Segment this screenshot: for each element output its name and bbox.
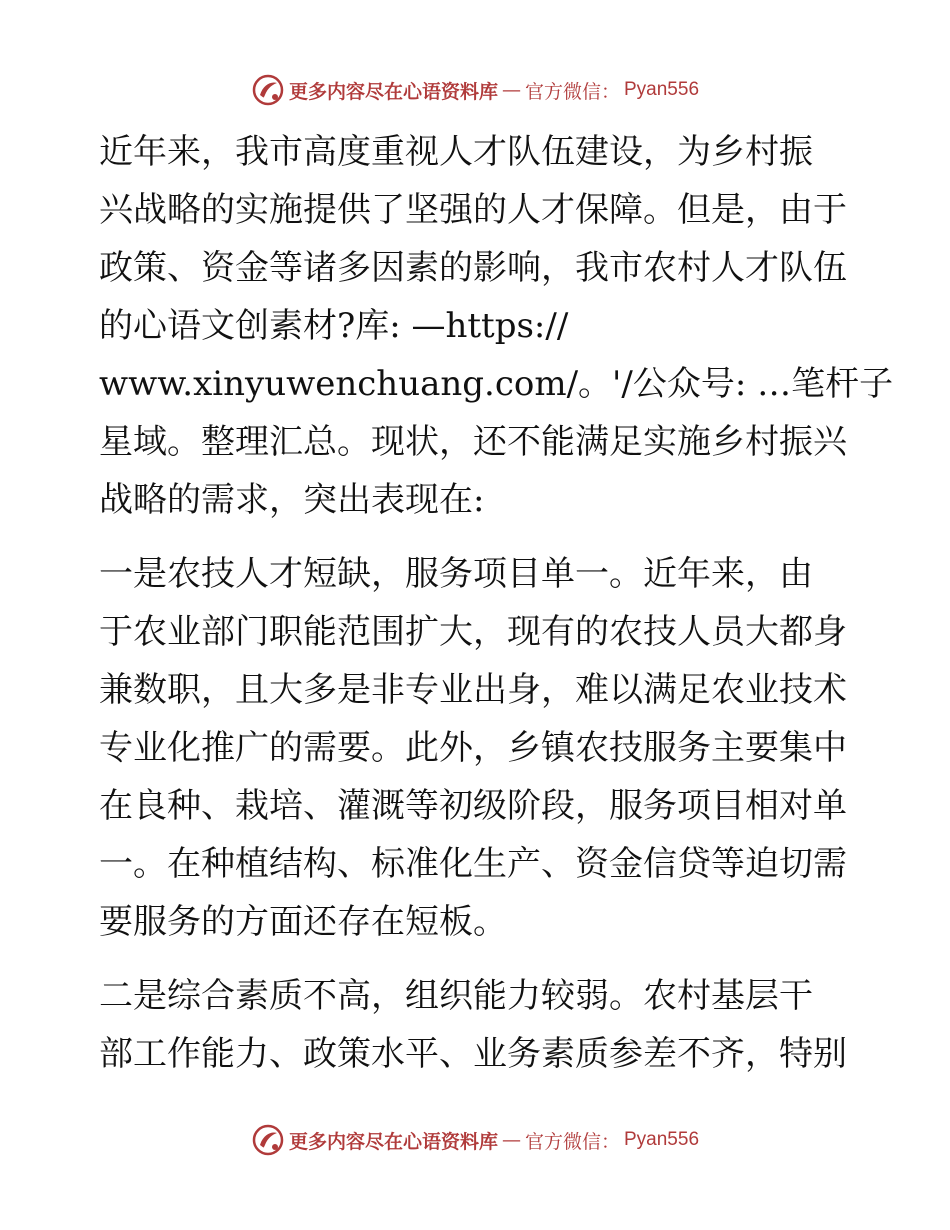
text-line: www.xinyuwenchuang.com/。'/公众号: …笔杆子	[99, 364, 894, 404]
paragraph-2	[99, 545, 859, 951]
banner-wechat-label: 官方微信：	[524, 1130, 620, 1153]
text-line: 部工作能力、政策水平、业务素质参差不齐，特别	[99, 1034, 847, 1074]
text-line: 星域。整理汇总。现状，还不能满足实施乡村振兴	[99, 422, 847, 462]
text-line: 兼数职，且大多是非专业出身，难以满足农业技术	[99, 670, 847, 710]
text-line: 政策、资金等诸多因素的影响，我市农村人才队伍	[99, 248, 847, 288]
header-banner	[0, 70, 950, 110]
footer-banner	[0, 1120, 950, 1160]
banner-title: 更多内容尽在心语资料库	[288, 1130, 498, 1153]
text-line: 的心语文创素材?库: —https://	[99, 306, 569, 346]
paragraph-3	[99, 967, 859, 1083]
text-line: 专业化推广的需要。此外，乡镇农技服务主要集中	[99, 728, 847, 768]
text-line: 战略的需求，突出表现在:	[99, 480, 485, 520]
banner-dash: —	[501, 1129, 521, 1151]
banner-wechat-id: Pyan556	[624, 1129, 700, 1150]
brand-logo-icon	[251, 73, 285, 107]
banner-wechat-id: Pyan556	[624, 79, 700, 100]
paragraph-spacer	[99, 951, 859, 967]
banner-title: 更多内容尽在心语资料库	[288, 80, 498, 103]
text-line: 一。在种植结构、标准化生产、资金信贷等迫切需	[99, 844, 847, 884]
text-line: 一是农技人才短缺，服务项目单一。近年来，由	[99, 554, 813, 594]
text-line: 近年来，我市高度重视人才队伍建设，为乡村振	[99, 132, 813, 172]
body-text	[99, 123, 894, 1083]
banner-wechat-label: 官方微信：	[524, 80, 620, 103]
text-line: 兴战略的实施提供了坚强的人才保障。但是，由于	[99, 190, 847, 230]
text-line: 要服务的方面还存在短板。	[99, 902, 507, 942]
banner-dash: —	[501, 79, 521, 101]
text-line: 二是综合素质不高，组织能力较弱。农村基层干	[99, 976, 813, 1016]
paragraph-spacer	[99, 529, 859, 545]
paragraph-1	[99, 123, 894, 529]
text-line: 于农业部门职能范围扩大，现有的农技人员大都身	[99, 612, 847, 652]
brand-logo-icon	[251, 1123, 285, 1157]
text-line: 在良种、栽培、灌溉等初级阶段，服务项目相对单	[99, 786, 847, 826]
